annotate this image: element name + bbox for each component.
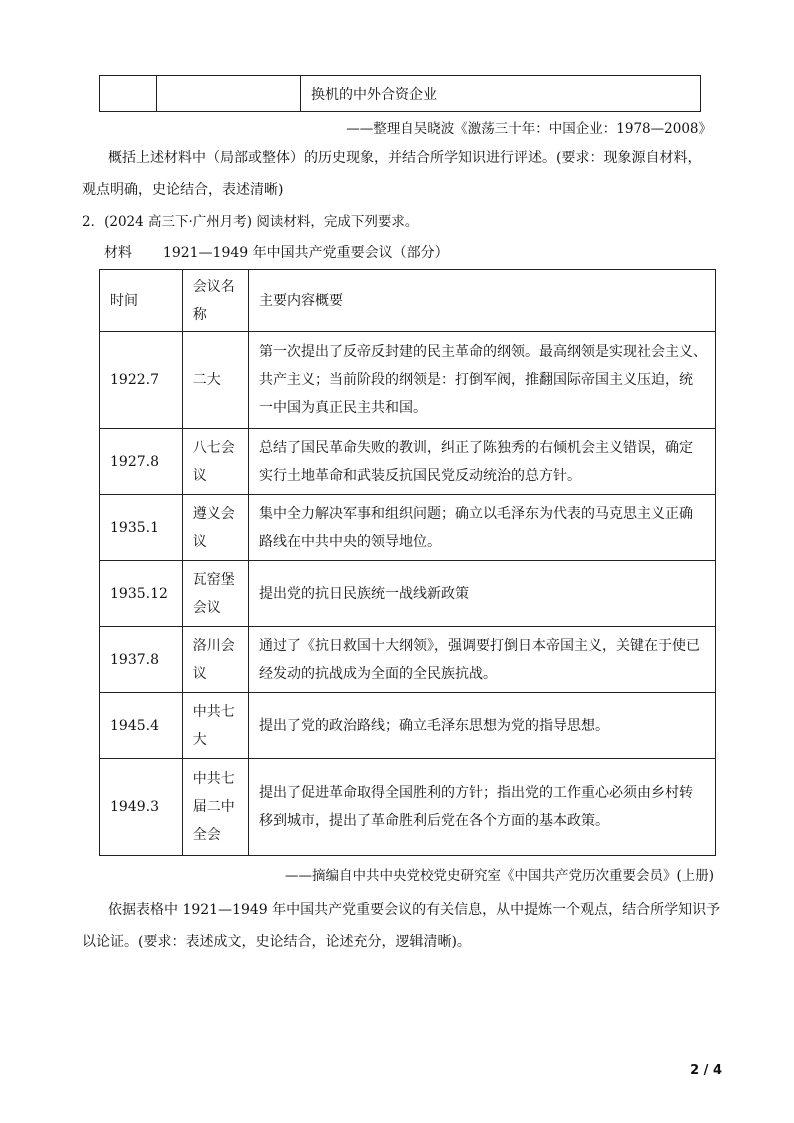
cell-content [249, 561, 716, 627]
content-line: 第一次提出了反帝反封建的民主革命的纲领。最高纲领是实现社会主义、 [259, 344, 707, 360]
content-line: 实行土地革命和武装反抗国民党反动统治的总方针。 [259, 467, 581, 484]
cell-meeting-name [182, 495, 248, 561]
meeting-name-line: 八七会 [192, 439, 235, 456]
cell-meeting-name [182, 429, 248, 495]
meeting-name-line: 议 [192, 467, 207, 484]
content-line: 移到城市，提出了革命胜利后党在各个方面的基本政策。 [259, 813, 609, 829]
header-meeting-name: 会议名 称 [182, 270, 248, 332]
cell-meeting-name [182, 332, 248, 429]
prompt-2-line-1: 依据表格中 1921—1949 年中国共产党重要会议的有关信息，从中提炼一个观点，结合所学知识予 [108, 902, 721, 918]
content-line: 经发动的抗战成为全面的全民族抗战。 [259, 665, 497, 682]
meeting-name-line: 全会 [192, 827, 221, 843]
cell-time: 1927.8 [100, 429, 183, 495]
material-title: 1921—1949 年中国共产党重要会议（部分） [162, 245, 449, 261]
meeting-name-line: 遵义会 [192, 505, 235, 522]
page-number: 2 / 4 [690, 1063, 722, 1078]
source-citation-2: ——摘编自中共中央党校党史研究室《中国共产党历次重要会员》(上册) [284, 868, 714, 884]
question-2-heading: 2．(2024 高三下·广州月考) 阅读材料，完成下列要求。 [82, 214, 419, 230]
table-row [100, 495, 716, 561]
cell-content [249, 429, 716, 495]
cell-time: 1949.3 [100, 759, 183, 856]
meeting-name-line: 洛川会 [192, 637, 235, 654]
cell-content [249, 627, 716, 693]
table-row [100, 429, 716, 495]
content-line: 通过了《抗日救国十大纲领》，强调要打倒日本帝国主义，关键在于使已 [259, 637, 700, 654]
meeting-name-line: 中共七 [192, 703, 235, 720]
prompt-1-line-2: 观点明确，史论结合，表述清晰) [82, 182, 284, 198]
meeting-name-line: 议 [192, 533, 207, 550]
meeting-name-line: 议 [192, 665, 207, 682]
meeting-name-line: 大 [192, 731, 207, 748]
table-cell [157, 76, 301, 112]
table-row [100, 627, 716, 693]
header-time: 时间 [100, 270, 183, 332]
prompt-2-line-2: 以论证。(要求：表述成文，史论结合，论述充分，逻辑清晰)。 [82, 934, 471, 950]
table-header-row [100, 270, 716, 332]
meeting-name-line: 届二中 [192, 799, 235, 815]
content-line: 一中国为真正民主共和国。 [259, 400, 427, 416]
source-citation-1: ——整理自吴晓波《激荡三十年：中国企业：1978—2008》 [346, 121, 712, 137]
content-line: 总结了国民革命失败的教训，纠正了陈独秀的右倾机会主义错误，确定 [259, 439, 693, 456]
meeting-name-line: 二大 [192, 372, 221, 388]
cell-time: 1937.8 [100, 627, 183, 693]
content-line: 提出了促进革命取得全国胜利的方针；指出党的工作重心必须由乡村转 [259, 785, 693, 801]
table-row [100, 76, 701, 112]
header-content: 主要内容概要 [249, 270, 716, 332]
table-cell [100, 76, 157, 112]
cell-content [249, 495, 716, 561]
cell-time: 1935.12 [100, 561, 183, 627]
table-row [100, 332, 716, 429]
content-line: 提出了党的政治路线；确立毛泽东思想为党的指导思想。 [259, 717, 609, 734]
cell-meeting-name [182, 561, 248, 627]
table-row [100, 693, 716, 759]
meeting-name-line: 中共七 [192, 771, 235, 787]
table-cell: 换机的中外合资企业 [301, 76, 701, 112]
material-label: 材料 [104, 245, 132, 261]
cell-time: 1945.4 [100, 693, 183, 759]
prompt-1-line-1: 概括上述材料中（局部或整体）的历史现象，并结合所学知识进行评述。(要求：现象源自材料， [108, 150, 702, 166]
cell-meeting-name [182, 627, 248, 693]
meetings-table [99, 269, 716, 856]
content-line: 集中全力解决军事和组织问题；确立以毛泽东为代表的马克思主义正确 [259, 505, 693, 522]
table-row [100, 561, 716, 627]
cell-content [249, 759, 716, 856]
content-line: 共产主义；当前阶段的纲领是：打倒军阀，推翻国际帝国主义压迫，统 [259, 372, 693, 388]
top-partial-table [99, 75, 701, 112]
cell-meeting-name [182, 759, 248, 856]
table-row [100, 759, 716, 856]
cell-content [249, 332, 716, 429]
content-line: 路线在中共中央的领导地位。 [259, 533, 441, 550]
cell-time: 1935.1 [100, 495, 183, 561]
material-caption [104, 242, 449, 262]
cell-content [249, 693, 716, 759]
meeting-name-line: 会议 [192, 599, 221, 616]
meeting-name-line: 瓦窑堡 [192, 571, 235, 588]
content-line: 提出党的抗日民族统一战线新政策 [259, 585, 469, 602]
cell-time: 1922.7 [100, 332, 183, 429]
cell-meeting-name [182, 693, 248, 759]
